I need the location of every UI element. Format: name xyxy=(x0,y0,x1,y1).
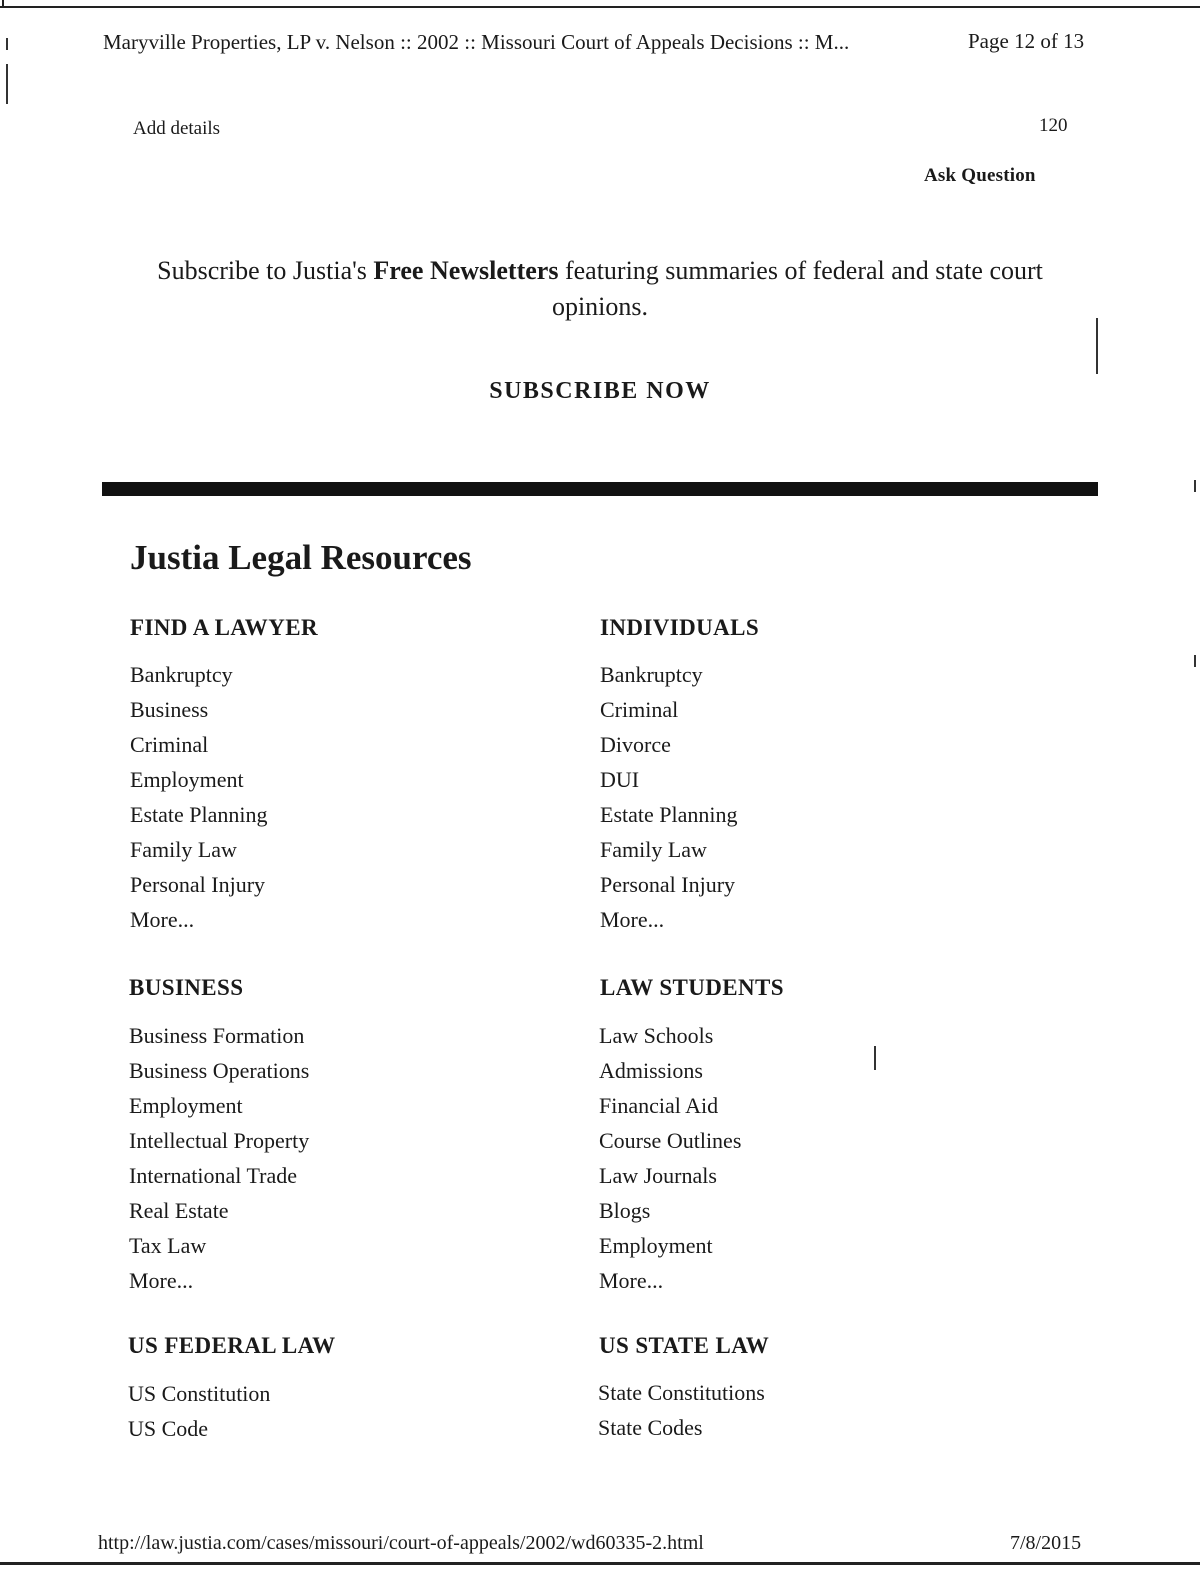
newsletter-promo-lead: Subscribe to Justia's xyxy=(157,256,374,285)
print-footer-url: http://law.justia.com/cases/missouri/court-of-appeals/2002/wd60335-2.html xyxy=(98,1532,704,1554)
find-a-lawyer-link[interactable]: Criminal xyxy=(130,732,209,757)
business-link[interactable]: Intellectual Property xyxy=(129,1128,310,1153)
individuals-more-link[interactable]: More... xyxy=(600,907,665,932)
law-students-link[interactable]: Course Outlines xyxy=(599,1128,742,1153)
section-heading-find-a-lawyer: FIND A LAWYER xyxy=(130,615,318,640)
find-a-lawyer-link[interactable]: Estate Planning xyxy=(130,802,268,827)
business-link[interactable]: Tax Law xyxy=(129,1233,207,1258)
find-a-lawyer-links xyxy=(130,657,267,937)
print-header-title: Maryville Properties, LP v. Nelson :: 2002 :: Missouri Court of Appeals Decisions :: M... xyxy=(103,30,850,54)
scan-speck xyxy=(1096,318,1098,374)
law-students-link[interactable]: Law Journals xyxy=(599,1163,717,1188)
newsletter-promo-text xyxy=(120,253,1080,325)
business-links xyxy=(129,1018,309,1298)
business-link[interactable]: International Trade xyxy=(129,1163,298,1188)
section-heading-law-students: LAW STUDENTS xyxy=(600,975,784,1000)
law-students-link[interactable]: Employment xyxy=(599,1233,713,1258)
individuals-link[interactable]: Personal Injury xyxy=(600,872,736,897)
business-link[interactable]: Business Operations xyxy=(129,1058,310,1083)
answer-count: 120 xyxy=(1039,115,1068,136)
page-border-tick xyxy=(2,0,4,8)
individuals-link[interactable]: DUI xyxy=(600,767,640,792)
section-heading-us-federal-law: US FEDERAL LAW xyxy=(128,1333,336,1358)
section-heading-us-state-law: US STATE LAW xyxy=(599,1333,770,1358)
business-link[interactable]: Employment xyxy=(129,1093,243,1118)
find-a-lawyer-link[interactable]: Business xyxy=(130,697,209,722)
scan-speck xyxy=(1194,655,1196,667)
us-state-law-link[interactable]: State Constitutions xyxy=(598,1380,765,1405)
ask-question-button[interactable]: Ask Question xyxy=(924,165,1036,186)
business-link[interactable]: Real Estate xyxy=(129,1198,229,1223)
print-page-number: Page 12 of 13 xyxy=(968,29,1085,53)
law-students-link[interactable]: Blogs xyxy=(599,1198,651,1223)
section-heading-business: BUSINESS xyxy=(129,975,244,1000)
individuals-links xyxy=(600,657,737,937)
us-federal-law-links xyxy=(128,1376,270,1446)
page-border-bottom xyxy=(0,1562,1200,1565)
scan-speck xyxy=(874,1046,876,1070)
section-divider xyxy=(102,482,1098,496)
scan-speck xyxy=(6,64,8,104)
print-footer-date: 7/8/2015 xyxy=(1010,1532,1082,1554)
section-heading-individuals: INDIVIDUALS xyxy=(600,615,760,640)
find-a-lawyer-link[interactable]: Family Law xyxy=(130,837,237,862)
individuals-link[interactable]: Bankruptcy xyxy=(600,662,703,687)
find-a-lawyer-link[interactable]: Bankruptcy xyxy=(130,662,233,687)
find-a-lawyer-link[interactable]: Employment xyxy=(130,767,244,792)
law-students-links xyxy=(599,1018,741,1298)
law-students-more-link[interactable]: More... xyxy=(599,1268,664,1293)
business-link[interactable]: Business Formation xyxy=(129,1023,305,1048)
individuals-link[interactable]: Estate Planning xyxy=(600,802,738,827)
find-a-lawyer-link[interactable]: Personal Injury xyxy=(130,872,266,897)
find-a-lawyer-more-link[interactable]: More... xyxy=(130,907,195,932)
add-details-link[interactable]: Add details xyxy=(133,118,221,139)
business-more-link[interactable]: More... xyxy=(129,1268,194,1293)
law-students-link[interactable]: Financial Aid xyxy=(599,1093,719,1118)
law-students-link[interactable]: Admissions xyxy=(599,1058,703,1083)
scan-speck xyxy=(6,38,8,50)
newsletter-promo-tail: featuring summaries of federal and state court opinions. xyxy=(551,256,1043,321)
resources-title: Justia Legal Resources xyxy=(130,538,472,577)
subscribe-now-button[interactable]: SUBSCRIBE NOW xyxy=(489,378,711,404)
page-border-top xyxy=(0,6,1200,8)
newsletter-promo-bold[interactable]: Free Newsletters xyxy=(373,256,559,285)
us-federal-law-link[interactable]: US Code xyxy=(128,1416,209,1441)
us-state-law-links xyxy=(598,1375,765,1445)
individuals-link[interactable]: Criminal xyxy=(600,697,679,722)
us-state-law-link[interactable]: State Codes xyxy=(598,1415,703,1440)
scan-speck xyxy=(1194,480,1196,492)
law-students-link[interactable]: Law Schools xyxy=(599,1023,714,1048)
individuals-link[interactable]: Divorce xyxy=(600,732,671,757)
individuals-link[interactable]: Family Law xyxy=(600,837,707,862)
us-federal-law-link[interactable]: US Constitution xyxy=(128,1381,271,1406)
